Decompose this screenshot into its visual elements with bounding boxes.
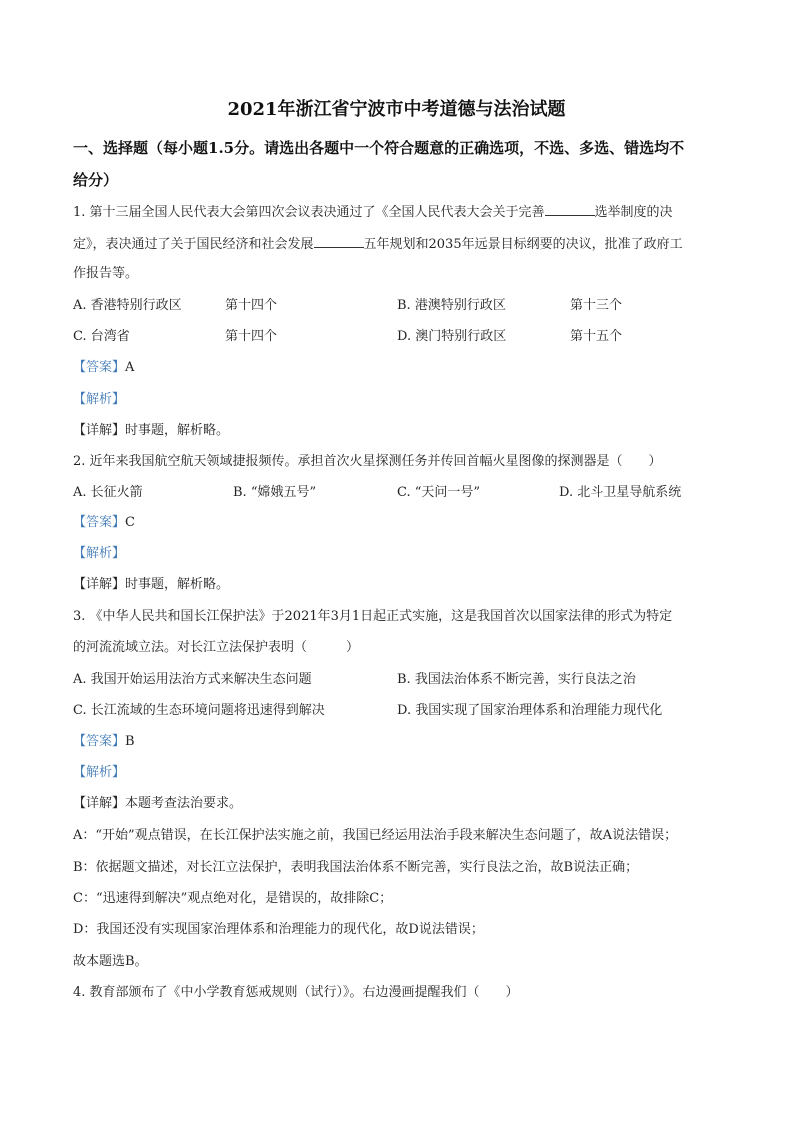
option-a-value: 第十四个	[225, 298, 278, 313]
answer	[73, 514, 135, 532]
text: 选举制度的决	[594, 205, 673, 220]
options-row	[73, 297, 733, 315]
text: 五年规划和2035年远景目标纲要的决议，批准了政府工	[363, 237, 683, 252]
text: 1. 第十三届全国人民代表大会第四次会议表决通过了《全国人民代表大会关于完善	[73, 205, 545, 220]
option-b: B. 港澳特别行政区	[397, 298, 506, 313]
option-a: A. 香港特别行政区	[73, 298, 182, 313]
detail: 【详解】时事题，解析略。	[73, 577, 230, 592]
question-text: 的河流流域立法。对长江立法保护表明（ ）	[73, 640, 360, 655]
option-d: D. 我国实现了国家治理体系和治理能力现代化	[397, 703, 663, 718]
question-text	[73, 235, 683, 254]
answer	[73, 733, 135, 751]
option-b: B. “嫦娥五号”	[233, 485, 317, 500]
answer-tag: 【答案】	[73, 515, 126, 530]
question-text: 3. 《中华人民共和国长江保护法》于2021年3月1日起正式实施，这是我国首次以国家法律的形式为特定	[73, 609, 673, 624]
analysis-tag: 【解析】	[73, 765, 126, 780]
option-c: C. 台湾省	[73, 329, 130, 344]
blank	[314, 235, 364, 248]
option-a: A. 长征火箭	[73, 485, 143, 500]
options-row	[73, 671, 733, 689]
explain-line: 故本题选B。	[73, 954, 148, 969]
option-b-value: 第十三个	[570, 298, 623, 313]
answer	[73, 359, 134, 377]
answer-tag: 【答案】	[73, 360, 126, 375]
option-d: D. 北斗卫星导航系统	[559, 485, 682, 500]
detail: 【详解】本题考查法治要求。	[73, 796, 243, 811]
option-b: B. 我国法治体系不断完善，实行良法之治	[397, 672, 636, 687]
options-row	[73, 702, 733, 720]
detail: 【详解】时事题，解析略。	[73, 423, 230, 438]
option-c: C. “天问一号”	[397, 485, 481, 500]
options-row	[73, 328, 733, 346]
options-row	[73, 484, 733, 502]
answer-value: B	[125, 734, 135, 749]
option-c: C. 长江流域的生态环境问题将迅速得到解决	[73, 703, 325, 718]
option-d-value: 第十五个	[570, 329, 623, 344]
explain-line: A：“开始”观点错误，在长江保护法实施之前，我国已经运用法治手段来解决生态问题了，故A说法错误；	[73, 828, 678, 843]
analysis-tag: 【解析】	[73, 392, 126, 407]
explain-line: C：“迅速得到解决”观点绝对化，是错误的，故排除C；	[73, 891, 393, 906]
page-title: 2021年浙江省宁波市中考道德与法治试题	[227, 99, 566, 120]
answer-value: C	[125, 515, 135, 530]
question-text: 作报告等。	[73, 266, 139, 281]
section-heading-cont: 给分）	[73, 171, 119, 189]
section-heading: 一、选择题（每小题1.5分。请选出各题中一个符合题意的正确选项，不选、多选、错选均不	[73, 139, 685, 157]
question-4-text: 4. 教育部颁布了《中小学教育惩戒规则（试行）》。右边漫画提醒我们（ ）	[73, 985, 519, 1000]
question-text: 2. 近年来我国航空航天领域捷报频传。承担首次火星探测任务并传回首幅火星图像的探测器是（ ）	[73, 454, 662, 469]
question-text	[73, 203, 673, 222]
analysis-tag: 【解析】	[73, 546, 126, 561]
option-d: D. 澳门特别行政区	[397, 329, 507, 344]
option-c-value: 第十四个	[225, 329, 278, 344]
option-a: A. 我国开始运用法治方式来解决生态问题	[73, 672, 312, 687]
explain-line: B：依据题文描述，对长江立法保护，表明我国法治体系不断完善，实行良法之治，故B说法正确；	[73, 860, 639, 875]
blank	[545, 203, 595, 216]
text: 定》，表决通过了关于国民经济和社会发展	[73, 237, 314, 252]
answer-tag: 【答案】	[73, 734, 126, 749]
answer-value: A	[125, 360, 135, 375]
explain-line: D：我国还没有实现国家治理体系和治理能力的现代化，故D说法错误；	[73, 922, 484, 937]
